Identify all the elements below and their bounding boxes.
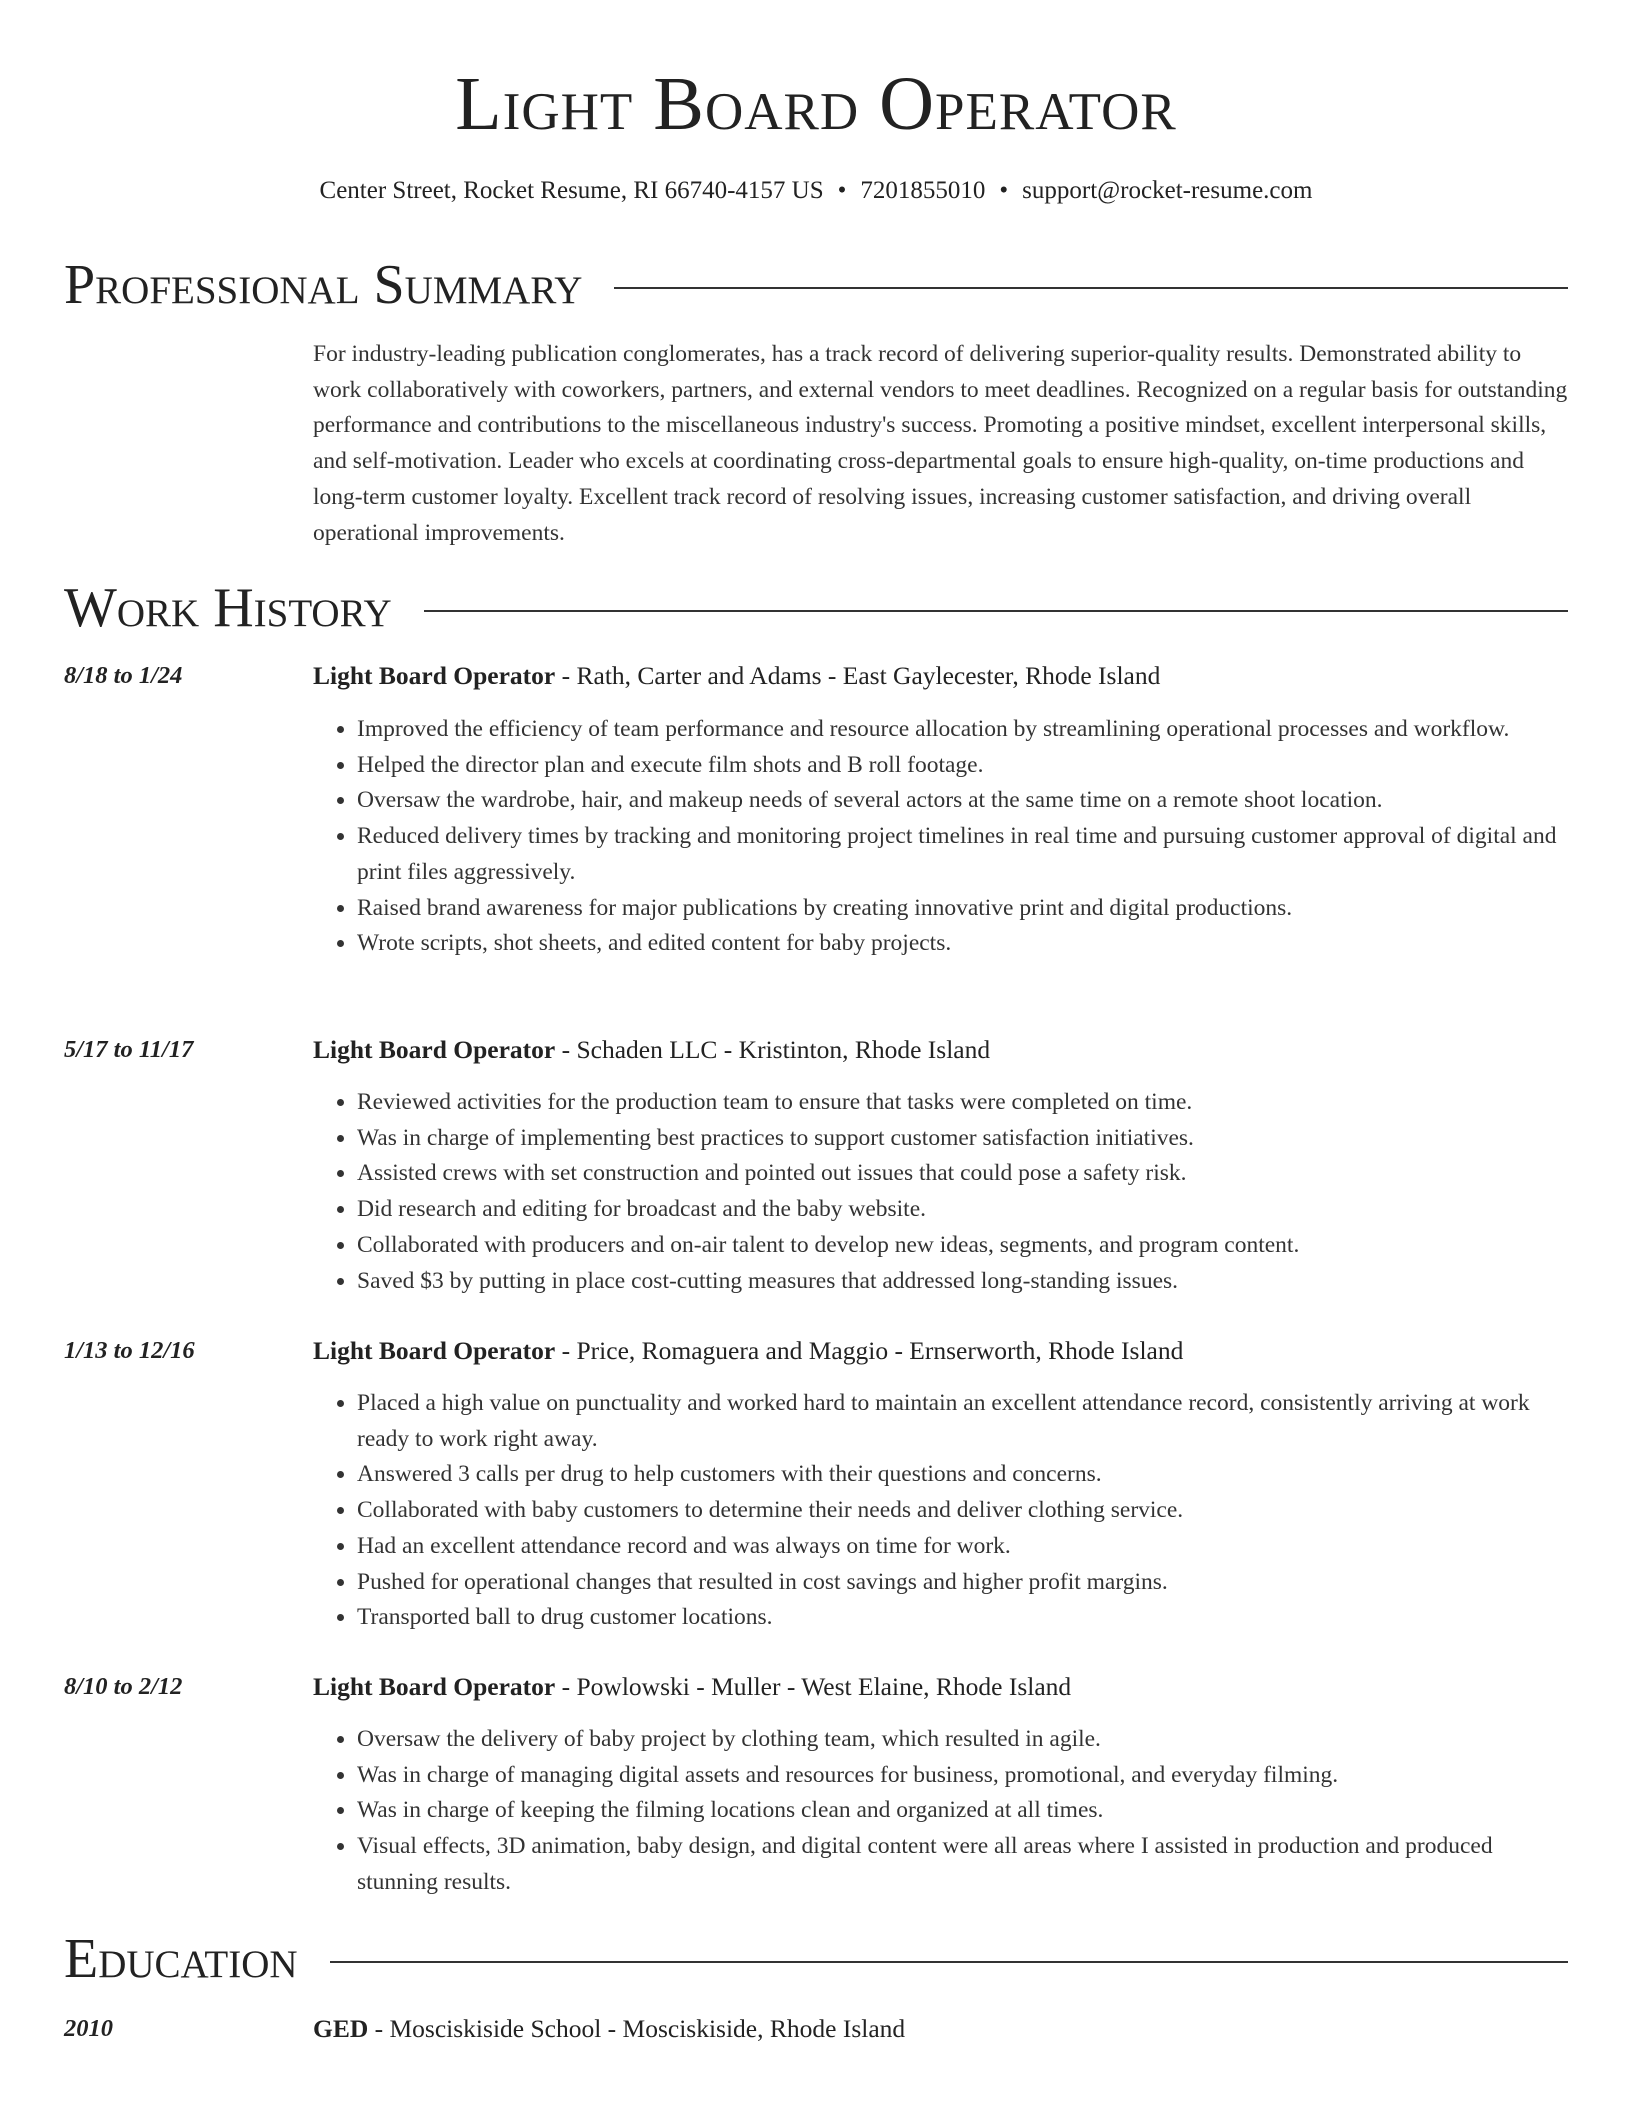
summary-section-header [64,250,1568,320]
job-title: Light Board Operator [313,1035,556,1064]
job-dates: 5/17 to 11/17 [64,1036,194,1063]
job-bullets [313,1085,1568,1299]
bullet-item: • Transported ball to drug customer locations. [357,1600,1568,1636]
contact-address: Center Street, Rocket Resume, RI 66740-4157 US [319,177,824,204]
section-divider [330,1961,1568,1963]
section-divider [614,287,1568,289]
job-dates: 8/10 to 2/12 [64,1673,183,1700]
bullet-item: • Oversaw the delivery of baby project by clothing team, which resulted in agile. [357,1722,1568,1758]
contact-phone: 7201855010 [860,177,986,204]
bullet-item: • Reduced delivery times by tracking and monitoring project timelines in real time and pursuing customer approval of digital and print files aggressively. [357,819,1568,890]
bullet-item: • Raised brand awareness for major publications by creating innovative print and digital productions. [357,891,1568,927]
education-degree: GED [313,2014,369,2043]
job-title-line [313,659,1160,693]
job-dates: 8/18 to 1/24 [64,662,183,689]
bullet-item: • Visual effects, 3D animation, baby design, and digital content were all areas where I assisted in production and produced stunning results. [357,1829,1568,1900]
bullet-item: • Collaborated with producers and on-air talent to develop new ideas, segments, and program content. [357,1228,1568,1264]
resume-name: Light Board Operator [455,62,1177,146]
bullet-item: • Improved the efficiency of team performance and resource allocation by streamlining operational processes and workflow. [357,712,1568,748]
bullet-item: • Assisted crews with set construction and pointed out issues that could pose a safety risk. [357,1156,1568,1192]
job-title-line [313,1670,1071,1704]
section-divider [424,610,1568,612]
bullet-item: • Answered 3 calls per drug to help customers with their questions and concerns. [357,1457,1568,1493]
work-heading: Work History [64,577,392,639]
summary-heading: Professional Summary [64,254,583,316]
job-bullets [313,1722,1568,1901]
education-details: - Mosciskiside School - Mosciskiside, Rhode Island [368,2014,906,2043]
job-dates: 1/13 to 12/16 [64,1337,195,1364]
job-title: Light Board Operator [313,1672,556,1701]
bullet-item: • Was in charge of managing digital assets and resources for business, promotional, and everyday filming. [357,1758,1568,1794]
contact-separator: • [999,177,1009,204]
bullet-item: • Was in charge of implementing best practices to support customer satisfaction initiatives. [357,1121,1568,1157]
job-title-line [313,1033,990,1067]
bullet-item: • Did research and editing for broadcast and the baby website. [357,1192,1568,1228]
job-title: Light Board Operator [313,661,556,690]
education-section-header [64,1924,1568,1994]
contact-separator: • [837,177,847,204]
education-line [313,2012,905,2046]
bullet-item: • Had an excellent attendance record and was always on time for work. [357,1529,1568,1565]
summary-text: For industry-leading publication conglomerates, has a track record of delivering superior-quality results. Demonstrated ability to work collaboratively with coworkers, partners, and external vendors to meet deadlines. Recognized on a regular basis for outstanding performance and contributions to the miscellaneous industry's success. Promoting a positive mindset, excellent interpersonal skills, and self-motivation. Leader who excels at coordinating cross-departmental goals to ensure high-quality, on-time productions and long-term customer loyalty. Excellent track record of resolving issues, increasing customer satisfaction, and driving overall operational improvements. [313,341,1568,546]
job-bullets [313,1386,1568,1636]
contact-line [0,174,1632,208]
bullet-item: • Oversaw the wardrobe, hair, and makeup needs of several actors at the same time on a remote shoot location. [357,783,1568,819]
job-details: - Price, Romaguera and Maggio - Ernserworth, Rhode Island [555,1336,1184,1365]
bullet-item: • Pushed for operational changes that resulted in cost savings and higher profit margins. [357,1565,1568,1601]
bullet-item: • Wrote scripts, shot sheets, and edited content for baby projects. [357,926,1568,962]
bullet-item: • Saved $3 by putting in place cost-cutting measures that addressed long-standing issues. [357,1264,1568,1300]
job-details: - Rath, Carter and Adams - East Gaylecester, Rhode Island [555,661,1161,690]
bullet-item: • Reviewed activities for the production team to ensure that tasks were completed on time. [357,1085,1568,1121]
job-bullets [313,712,1568,962]
education-year: 2010 [64,2015,113,2042]
bullet-item: • Helped the director plan and execute film shots and B roll footage. [357,748,1568,784]
job-details: - Powlowski - Muller - West Elaine, Rhode Island [555,1672,1072,1701]
bullet-item: • Collaborated with baby customers to determine their needs and deliver clothing service. [357,1493,1568,1529]
job-title-line [313,1334,1183,1368]
job-details: - Schaden LLC - Kristinton, Rhode Island [555,1035,991,1064]
bullet-item: • Was in charge of keeping the filming locations clean and organized at all times. [357,1793,1568,1829]
job-title: Light Board Operator [313,1336,556,1365]
education-heading: Education [64,1928,298,1990]
bullet-item: • Placed a high value on punctuality and worked hard to maintain an excellent attendance record, consistently arriving at work ready to work right away. [357,1386,1568,1457]
contact-email: support@rocket-resume.com [1022,177,1313,204]
work-section-header [64,573,1568,643]
